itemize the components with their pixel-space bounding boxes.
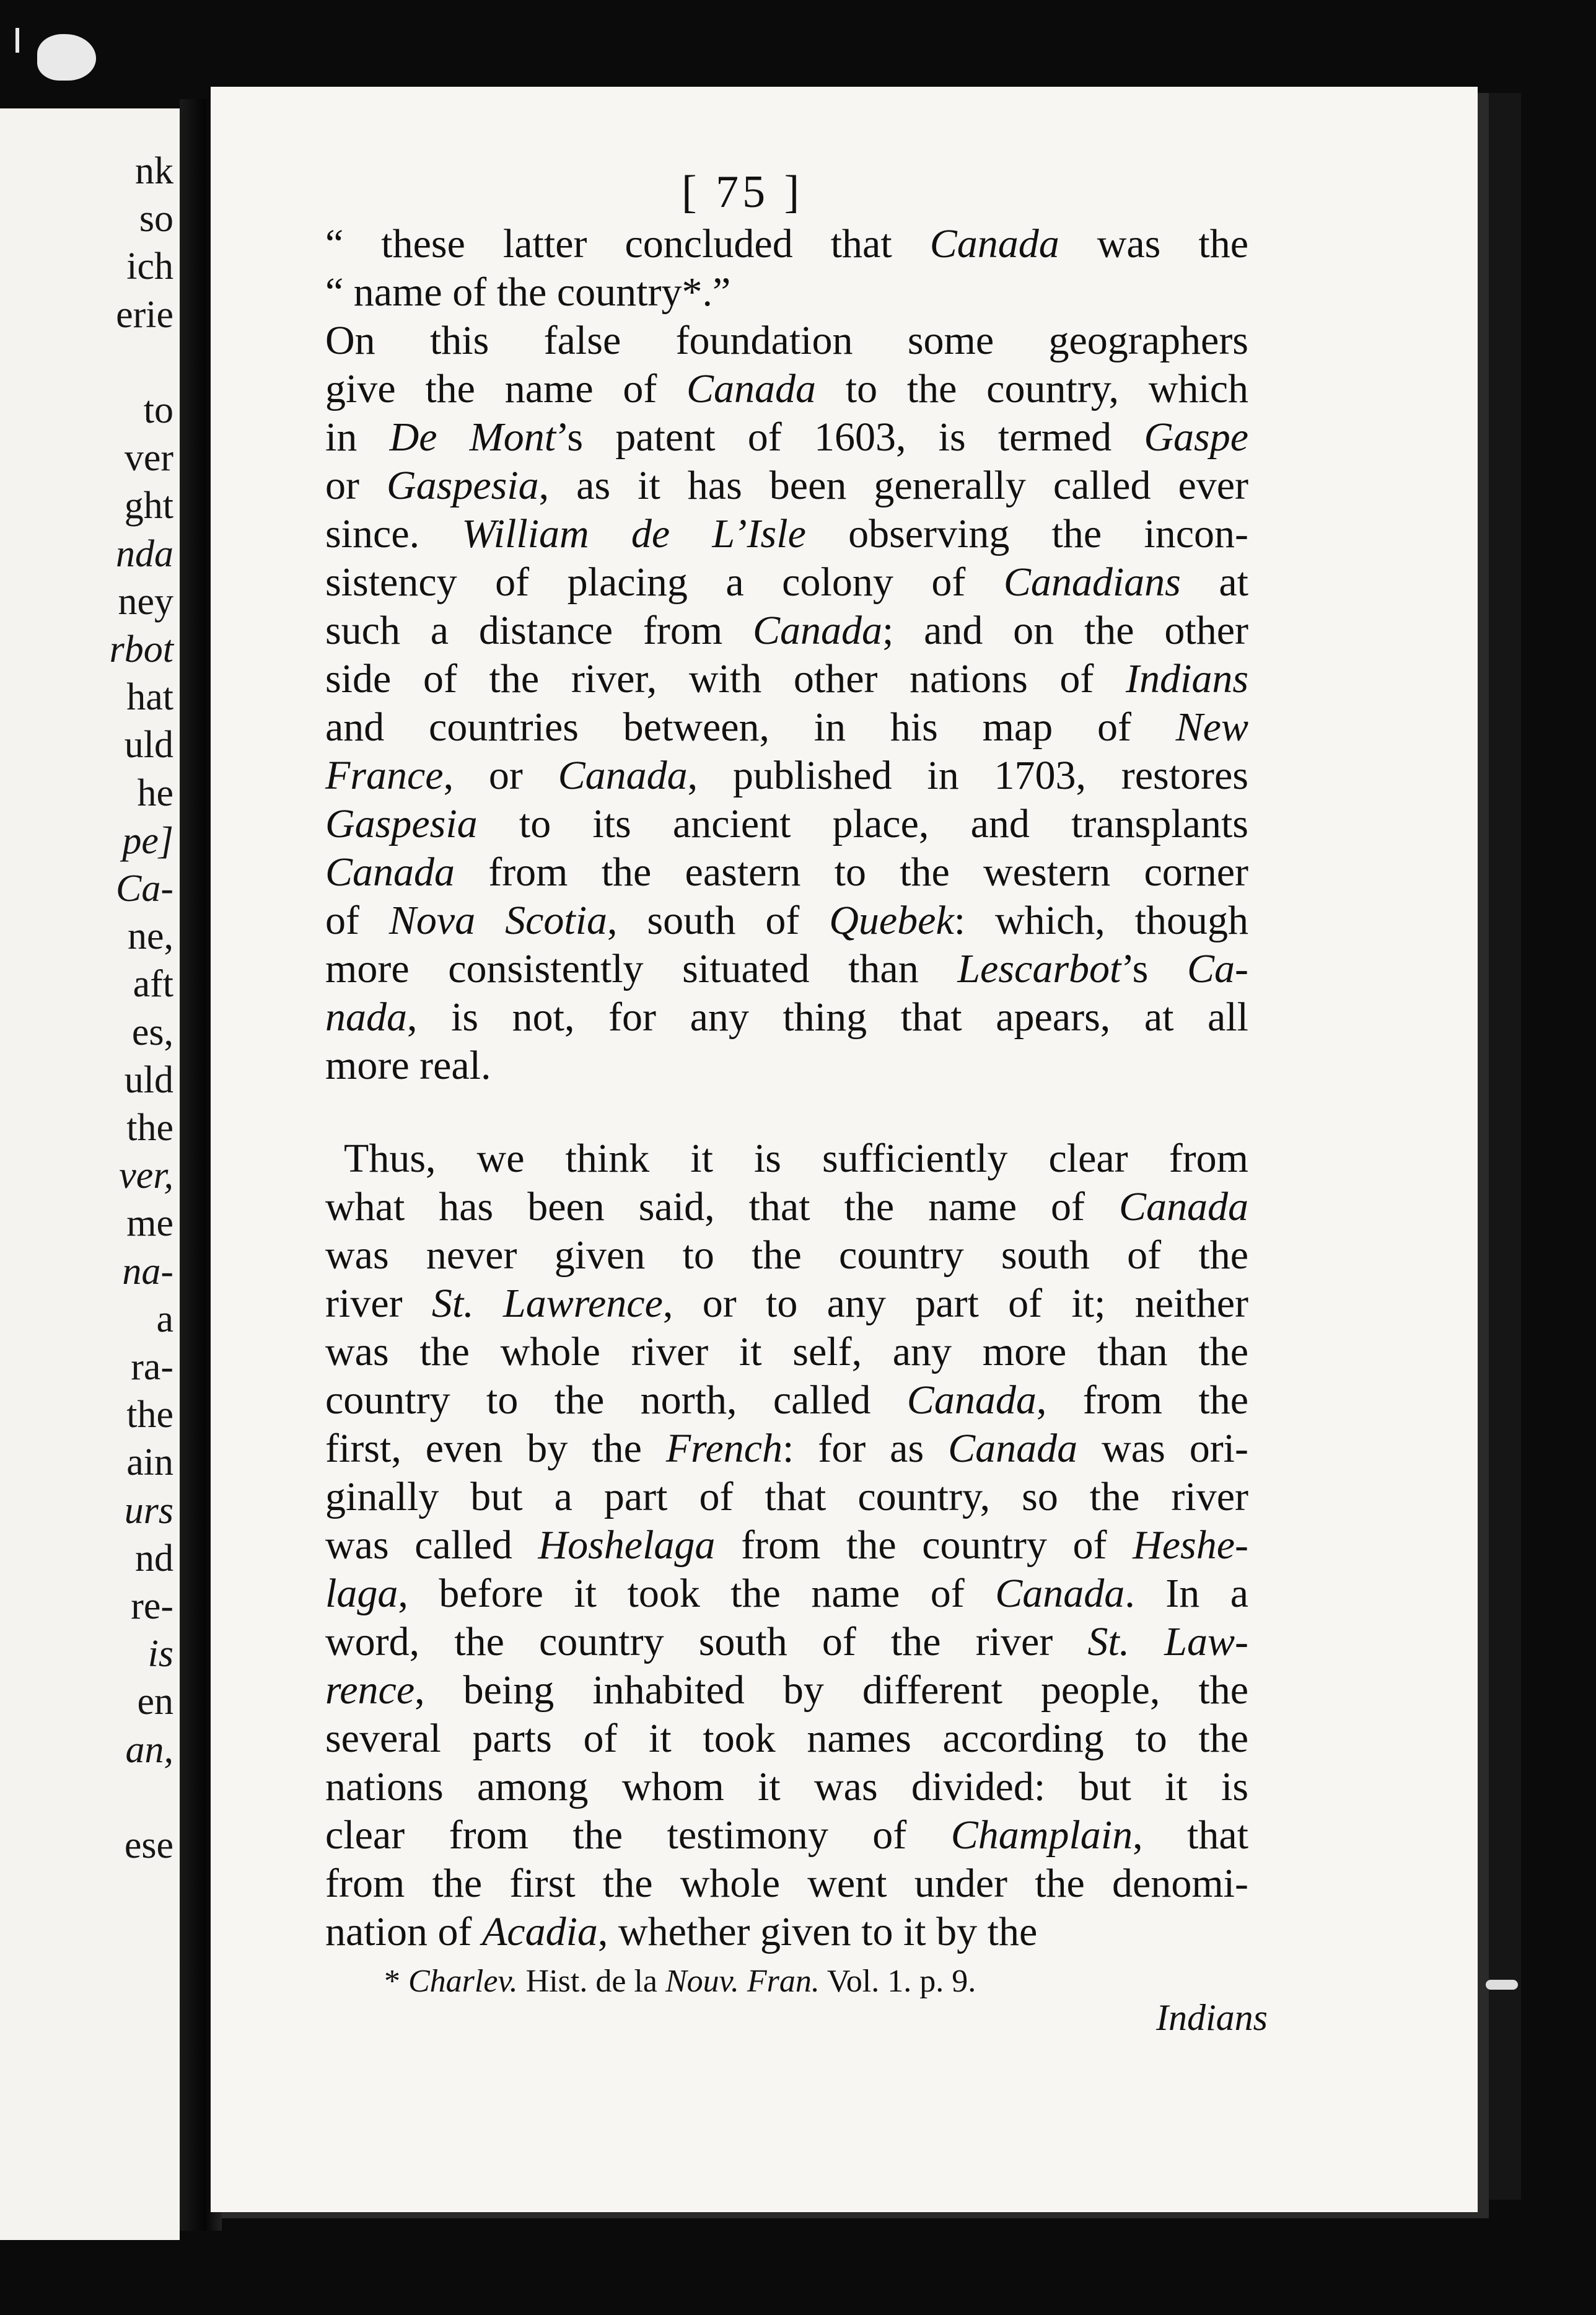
text-line: On this false foundation some geographers — [325, 318, 1248, 363]
text-line: what has been said, that the name of Canada — [325, 1184, 1248, 1229]
left-page-word-fragment: uld — [124, 724, 173, 767]
left-page-word-fragment: ver, — [119, 1154, 173, 1197]
text-line: several parts of it took names according to the — [325, 1716, 1248, 1761]
text-line: since. William de L’Isle observing the incon- — [325, 511, 1248, 556]
scan-blot — [37, 34, 96, 81]
text-line: sistency of placing a colony of Canadians at — [325, 560, 1248, 605]
left-page-word-fragment: he — [137, 771, 173, 814]
text-line: or Gaspesia, as it has been generally called ever — [325, 463, 1249, 508]
text-line: was never given to the country south of the — [325, 1232, 1248, 1278]
text-line: was called Hoshelaga from the country of Heshe- — [325, 1522, 1248, 1568]
left-page-word-fragment: urs — [124, 1489, 173, 1532]
text-line: ginally but a part of that country, so the river — [325, 1474, 1248, 1519]
left-page-word-fragment: so — [139, 198, 173, 240]
page-number: [ 75 ] — [682, 167, 804, 217]
left-page-word-fragment: an, — [125, 1728, 173, 1771]
text-line: in De Mont’s patent of 1603, is termed Gaspe — [325, 415, 1248, 460]
text-line: nations among whom it was divided: but it is — [325, 1764, 1248, 1809]
left-page-word-fragment: hat — [126, 676, 173, 719]
text-line: from the first the whole went under the denomi- — [325, 1861, 1248, 1906]
left-page-word-fragment: pe] — [122, 819, 173, 862]
left-page-word-fragment: the — [126, 1394, 173, 1436]
left-page-word-fragment: aft — [133, 963, 173, 1006]
left-page-word-fragment: es, — [131, 1011, 173, 1053]
left-page-word-fragment: na- — [122, 1250, 173, 1293]
left-page-word-fragment: ich — [126, 245, 173, 288]
left-page-word-fragment: re- — [131, 1585, 173, 1627]
text-line: country to the north, called Canada, from the — [325, 1377, 1248, 1423]
text-line: Gaspesia to its ancient place, and transplants — [325, 801, 1248, 846]
text-line: word, the country south of the river St. Law- — [325, 1619, 1248, 1664]
text-line: rence, being inhabited by different people, the — [325, 1667, 1248, 1713]
left-page-word-fragment: Ca- — [116, 868, 173, 910]
text-line: nation of Acadia, whether given to it by the — [325, 1909, 1038, 1954]
left-page-word-fragment: ver — [124, 437, 173, 480]
text-line: side of the river, with other nations of Indians — [325, 656, 1248, 701]
scan-mark — [15, 28, 19, 53]
left-page-word-fragment: en — [137, 1680, 173, 1723]
text-line: Canada from the eastern to the western corner — [325, 850, 1248, 895]
left-page-word-fragment: is — [147, 1633, 173, 1676]
text-line: France, or Canada, published in 1703, restores — [325, 753, 1248, 798]
text-line: such a distance from Canada; and on the other — [325, 608, 1248, 653]
left-page-word-fragment: ght — [124, 485, 173, 527]
left-page-word-fragment: me — [126, 1202, 173, 1245]
text-line: first, even by the French: for as Canada was ori- — [325, 1426, 1248, 1471]
left-page-word-fragment: ain — [126, 1441, 173, 1484]
footnote: * Charlev. Hist. de la Nouv. Fran. Vol. 1. p. 9. — [384, 1964, 976, 1999]
left-page-word-fragment: nda — [116, 532, 173, 575]
left-page-word-fragment: to — [143, 389, 173, 431]
body-text — [325, 220, 1248, 1956]
text-line: clear from the testimony of Champlain, that — [325, 1812, 1249, 1858]
left-page-word-fragment: erie — [116, 293, 173, 336]
scan-mark-edge — [1486, 1980, 1518, 1990]
text-line: give the name of Canada to the country, which — [325, 366, 1248, 411]
left-page-word-fragment: a — [156, 1298, 173, 1340]
left-page-word-fragment: rbot — [109, 628, 173, 670]
left-page-fragment — [0, 108, 180, 2240]
left-page-word-fragment: ra- — [131, 1346, 173, 1388]
left-page-word-fragment: ese — [124, 1824, 173, 1866]
text-line: nada, is not, for any thing that apears, at all — [325, 995, 1248, 1040]
text-line: laga, before it took the name of Canada. In a — [325, 1571, 1248, 1616]
text-line: and countries between, in his map of New — [325, 705, 1248, 750]
left-page-word-fragment: ney — [118, 580, 173, 623]
page-edge-shadow — [1478, 93, 1521, 2200]
left-page-word-fragment: uld — [124, 1058, 173, 1101]
paragraph-gap — [325, 1090, 1248, 1135]
catchword: Indians — [1156, 1997, 1268, 2038]
text-line: Thus, we think it is sufficiently clear from — [344, 1136, 1248, 1181]
text-line: of Nova Scotia, south of Quebek: which, though — [325, 898, 1249, 943]
left-page-word-fragment: nk — [135, 150, 173, 192]
text-line: more consistently situated than Lescarbot’s Ca- — [325, 946, 1248, 991]
left-page-word-fragment: nd — [135, 1537, 173, 1579]
text-line: “ name of the country*.” — [325, 270, 731, 315]
text-line: river St. Lawrence, or to any part of it; neither — [325, 1281, 1249, 1326]
left-page-word-fragment: ne, — [127, 915, 173, 958]
left-page-word-fragment: the — [126, 1107, 173, 1149]
text-line: “ these latter concluded that Canada was the — [325, 221, 1248, 266]
text-line: more real. — [325, 1043, 491, 1088]
text-line: was the whole river it self, any more than the — [325, 1329, 1248, 1374]
